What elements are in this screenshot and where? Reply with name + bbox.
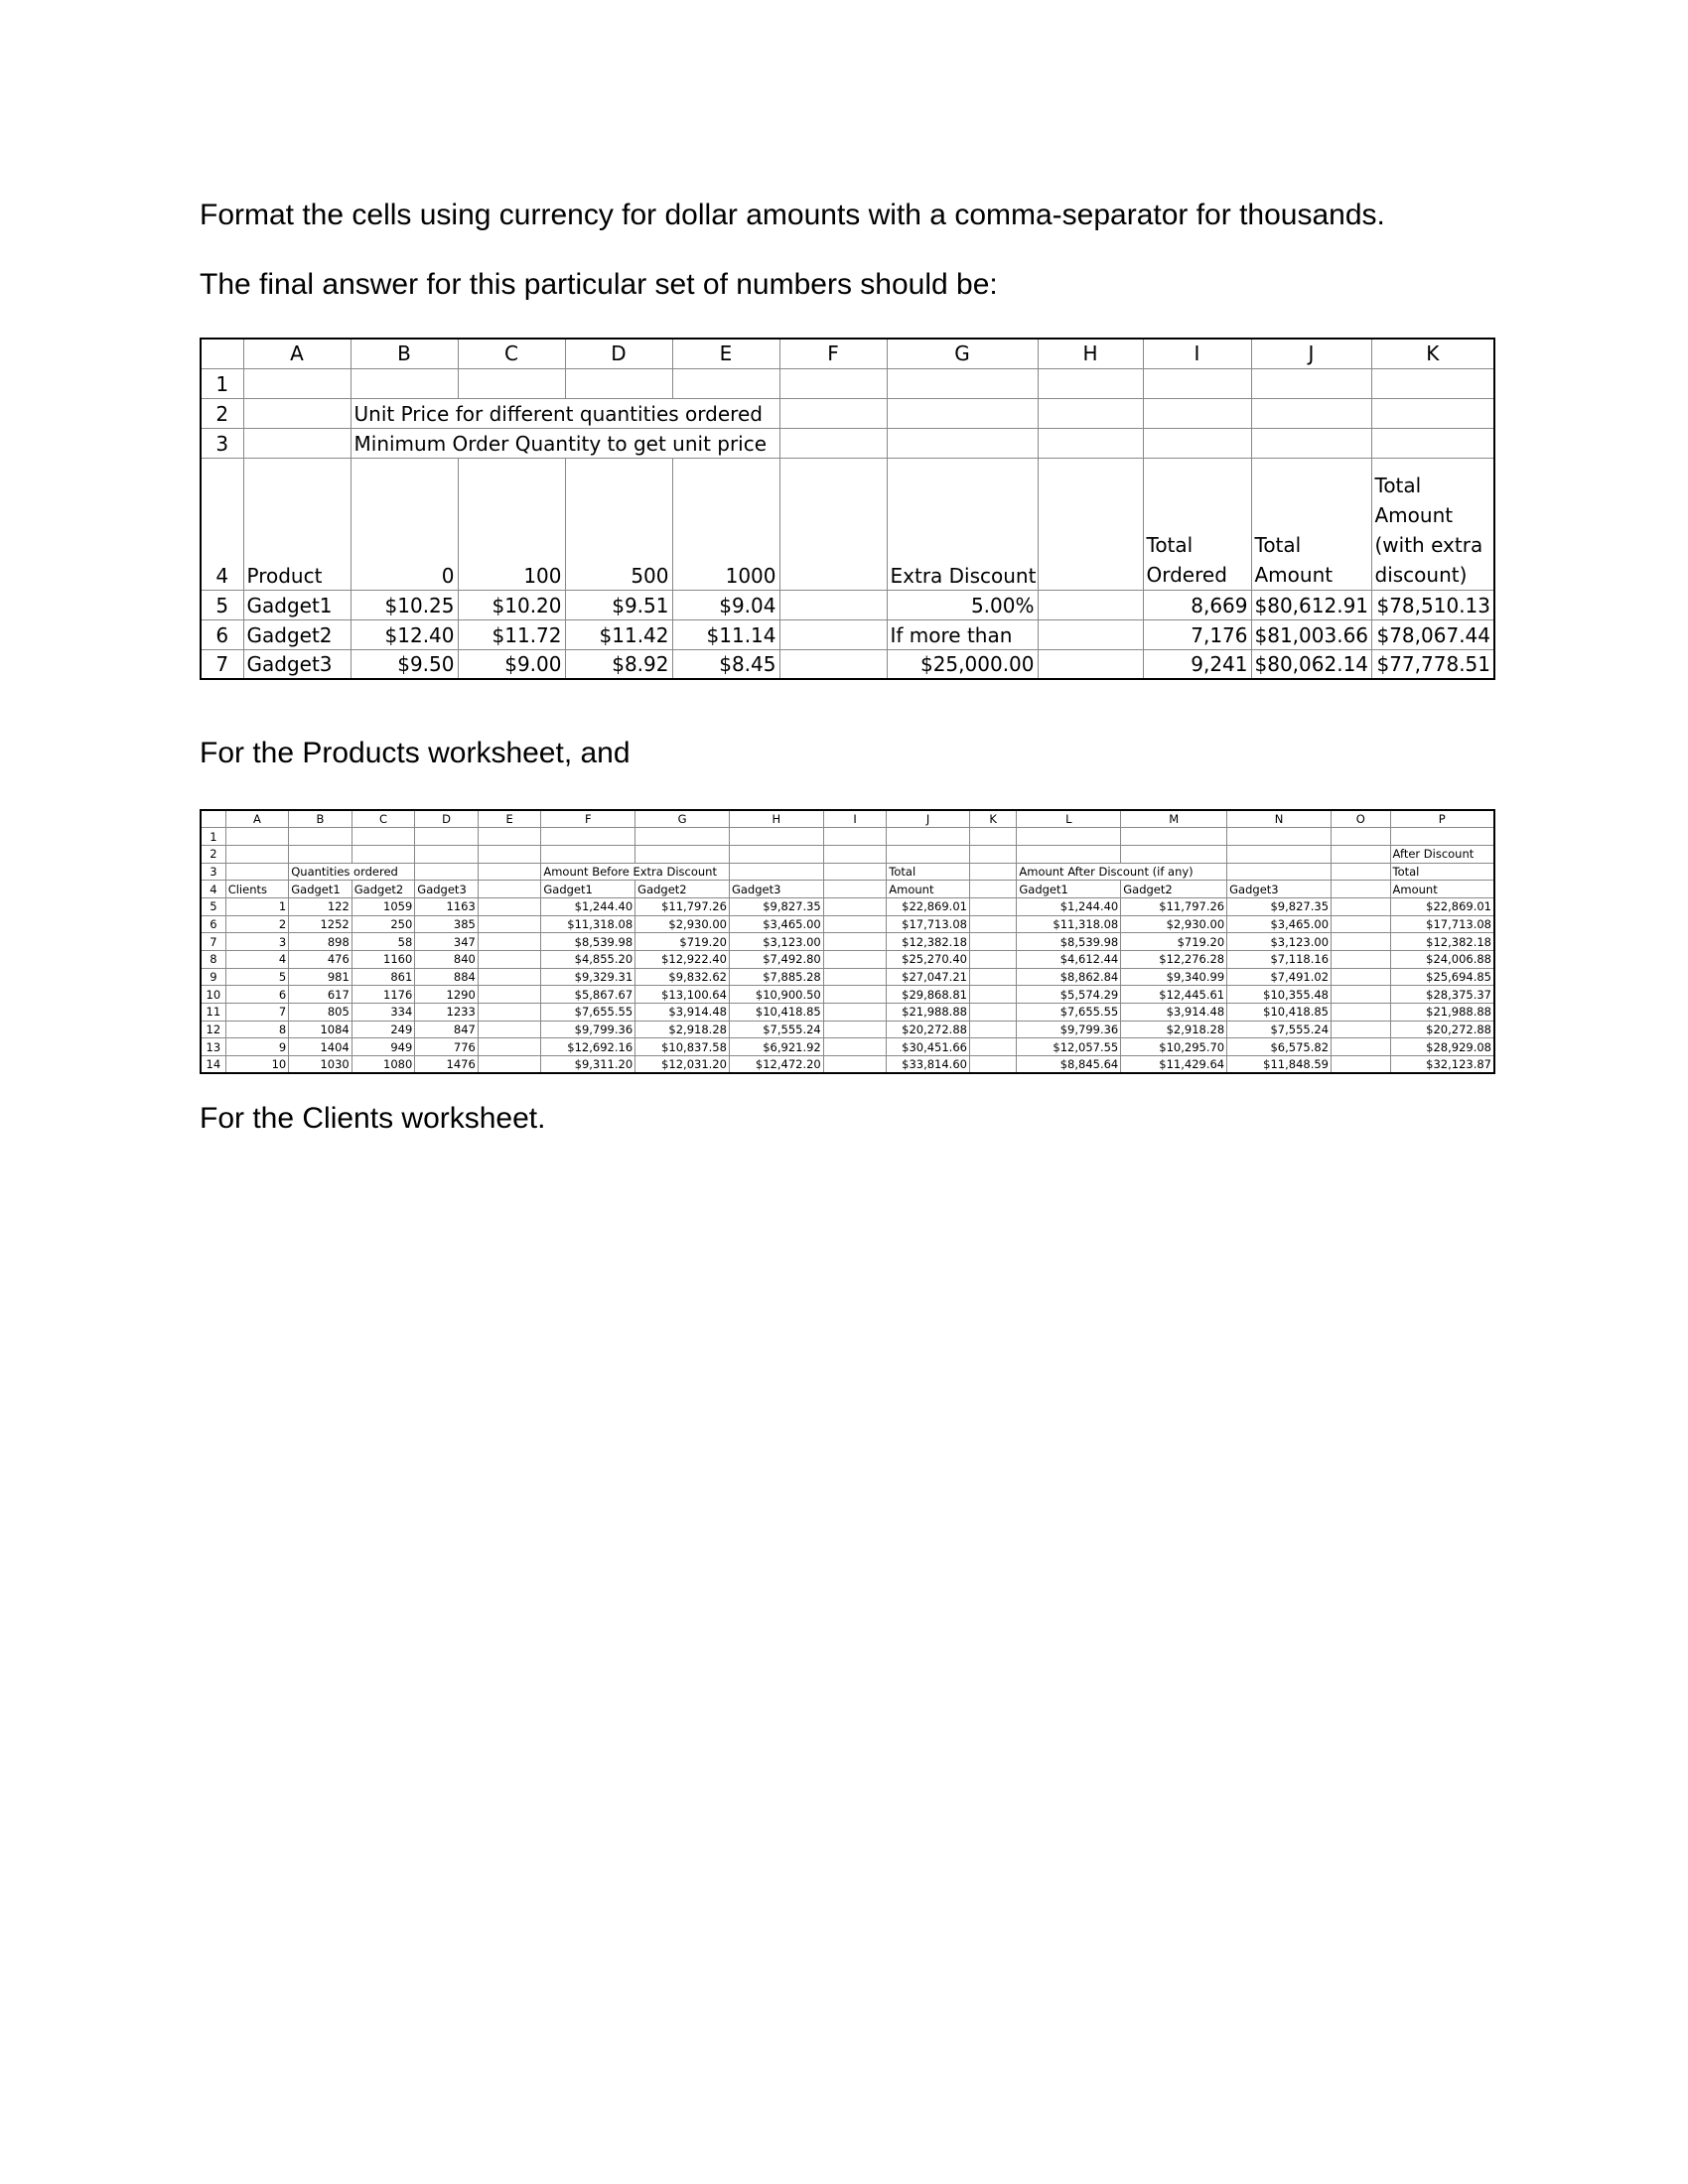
client-cell: $12,472.20 <box>729 1056 823 1074</box>
sheet-row <box>201 458 1494 590</box>
client-cell: $12,445.61 <box>1121 986 1227 1004</box>
client-cell: 5 <box>225 968 289 986</box>
column-header-row <box>201 810 1494 828</box>
column-header: H <box>1038 339 1143 368</box>
unit-price: $10.25 <box>351 590 458 619</box>
quantities-ordered-label: Quantities ordered <box>289 863 415 881</box>
client-cell: $6,921.92 <box>729 1038 823 1056</box>
empty-cell <box>823 968 887 986</box>
empty-cell <box>1332 1021 1391 1038</box>
row-number: 6 <box>201 915 225 933</box>
amount-header: Amount <box>1390 881 1494 898</box>
client-cell: $10,418.85 <box>729 1004 823 1022</box>
client-cell: 2 <box>225 915 289 933</box>
client-row <box>201 897 1494 915</box>
client-cell: $22,869.01 <box>887 897 970 915</box>
empty-cell <box>1332 968 1391 986</box>
unit-price-label: Unit Price for different quantities ordered <box>351 398 779 428</box>
sheet-row <box>201 863 1494 881</box>
product-header: Product <box>243 458 351 590</box>
client-cell: $22,869.01 <box>1390 897 1494 915</box>
unit-price: $9.04 <box>672 590 779 619</box>
column-header: A <box>243 339 351 368</box>
client-cell: 1160 <box>352 951 415 969</box>
column-header: J <box>1251 339 1371 368</box>
client-cell: 122 <box>289 897 352 915</box>
column-header: K <box>969 810 1016 828</box>
client-cell: 898 <box>289 933 352 951</box>
client-cell: $12,382.18 <box>1390 933 1494 951</box>
client-cell: $17,713.08 <box>1390 915 1494 933</box>
total-ordered: 8,669 <box>1143 590 1251 619</box>
empty-cell <box>1332 986 1391 1004</box>
column-header-row <box>201 339 1494 368</box>
column-header: H <box>729 810 823 828</box>
client-cell: $1,244.40 <box>541 897 635 915</box>
corner-cell <box>201 339 243 368</box>
clients-worksheet-table <box>200 809 1495 1074</box>
client-cell: $8,539.98 <box>541 933 635 951</box>
empty-cell <box>1332 897 1391 915</box>
client-cell: 3 <box>225 933 289 951</box>
client-cell: $4,855.20 <box>541 951 635 969</box>
row-number: 7 <box>201 933 225 951</box>
column-header: E <box>672 339 779 368</box>
row-number: 7 <box>201 649 243 679</box>
client-cell: $8,539.98 <box>1017 933 1121 951</box>
client-row <box>201 933 1494 951</box>
client-cell: $28,929.08 <box>1390 1038 1494 1056</box>
product-row <box>201 590 1494 619</box>
empty-cell <box>823 1056 887 1074</box>
product-row <box>201 649 1494 679</box>
unit-price: $11.14 <box>672 619 779 649</box>
column-header: G <box>635 810 730 828</box>
product-row <box>201 619 1494 649</box>
caption-clients-worksheet: For the Clients worksheet. <box>200 1102 546 1135</box>
qty-tier: 1000 <box>672 458 779 590</box>
column-header: P <box>1390 810 1494 828</box>
clients-data-rows <box>201 897 1494 1073</box>
client-cell: $7,118.16 <box>1227 951 1332 969</box>
client-cell: 617 <box>289 986 352 1004</box>
client-cell: $8,845.64 <box>1017 1056 1121 1074</box>
amount-header: Amount <box>887 881 970 898</box>
unit-price: $9.51 <box>565 590 672 619</box>
gadget-header: Gadget2 <box>352 881 415 898</box>
sheet-row <box>201 845 1494 863</box>
client-cell: $17,713.08 <box>887 915 970 933</box>
column-header: K <box>1371 339 1494 368</box>
client-cell: 1 <box>225 897 289 915</box>
column-header: F <box>779 339 887 368</box>
empty-cell <box>478 1056 541 1074</box>
client-cell: 884 <box>415 968 479 986</box>
client-cell: 1080 <box>352 1056 415 1074</box>
empty-cell <box>969 915 1016 933</box>
row-number: 3 <box>201 863 225 881</box>
client-cell: $7,491.02 <box>1227 968 1332 986</box>
total-with-discount-header: Total Amount (with extra discount) <box>1371 458 1494 590</box>
gadget-header: Gadget3 <box>1227 881 1332 898</box>
products-worksheet-table <box>200 338 1495 680</box>
client-cell: $20,272.88 <box>887 1021 970 1038</box>
client-cell: $12,692.16 <box>541 1038 635 1056</box>
row-number: 14 <box>201 1056 225 1074</box>
gadget-header: Gadget3 <box>415 881 479 898</box>
empty-cell <box>478 986 541 1004</box>
row-number: 1 <box>201 828 225 846</box>
column-header: O <box>1332 810 1391 828</box>
client-cell: 58 <box>352 933 415 951</box>
client-cell: $719.20 <box>1121 933 1227 951</box>
client-cell: $3,123.00 <box>729 933 823 951</box>
client-row <box>201 986 1494 1004</box>
unit-price: $10.20 <box>458 590 565 619</box>
client-row <box>201 968 1494 986</box>
gadget-header: Gadget1 <box>541 881 635 898</box>
client-cell: 6 <box>225 986 289 1004</box>
client-cell: $7,492.80 <box>729 951 823 969</box>
sheet-row <box>201 368 1494 398</box>
row-number: 5 <box>201 897 225 915</box>
empty-cell <box>823 951 887 969</box>
empty-cell <box>969 1038 1016 1056</box>
client-cell: $5,574.29 <box>1017 986 1121 1004</box>
qty-tier: 500 <box>565 458 672 590</box>
gadget-header: Gadget2 <box>635 881 730 898</box>
client-cell: 981 <box>289 968 352 986</box>
amount-before-discount-label: Amount Before Extra Discount <box>541 863 730 881</box>
client-cell: $11,797.26 <box>635 897 730 915</box>
client-cell: $7,885.28 <box>729 968 823 986</box>
total-with-discount: $78,067.44 <box>1371 619 1494 649</box>
client-cell: 249 <box>352 1021 415 1038</box>
unit-price: $12.40 <box>351 619 458 649</box>
extra-discount-condition: If more than <box>887 619 1038 649</box>
row-number: 4 <box>201 458 243 590</box>
client-cell: $10,837.58 <box>635 1038 730 1056</box>
client-cell: $29,868.81 <box>887 986 970 1004</box>
column-header: N <box>1227 810 1332 828</box>
empty-cell <box>969 951 1016 969</box>
empty-cell <box>478 968 541 986</box>
client-cell: $9,311.20 <box>541 1056 635 1074</box>
empty-cell <box>478 915 541 933</box>
client-cell: $25,694.85 <box>1390 968 1494 986</box>
amount-after-discount-label: Amount After Discount (if any) <box>1017 863 1227 881</box>
instruction-format: Format the cells using currency for dollar amounts with a comma-separator for thousands. <box>200 199 1385 231</box>
client-cell: 1030 <box>289 1056 352 1074</box>
product-name: Gadget3 <box>243 649 351 679</box>
client-cell: $13,100.64 <box>635 986 730 1004</box>
client-cell: $27,047.21 <box>887 968 970 986</box>
empty-cell <box>478 1004 541 1022</box>
row-number: 4 <box>201 881 225 898</box>
unit-price: $9.00 <box>458 649 565 679</box>
client-cell: $12,031.20 <box>635 1056 730 1074</box>
empty-cell <box>969 933 1016 951</box>
min-order-label: Minimum Order Quantity to get unit price <box>351 428 779 458</box>
corner-cell <box>201 810 225 828</box>
client-cell: $33,814.60 <box>887 1056 970 1074</box>
empty-cell <box>969 1021 1016 1038</box>
column-header: D <box>415 810 479 828</box>
client-cell: $21,988.88 <box>1390 1004 1494 1022</box>
product-name: Gadget1 <box>243 590 351 619</box>
column-header: B <box>351 339 458 368</box>
client-cell: $9,340.99 <box>1121 968 1227 986</box>
column-header: M <box>1121 810 1227 828</box>
extra-discount-threshold: $25,000.00 <box>887 649 1038 679</box>
client-cell: 847 <box>415 1021 479 1038</box>
empty-cell <box>1332 1038 1391 1056</box>
client-cell: $32,123.87 <box>1390 1056 1494 1074</box>
unit-price: $8.45 <box>672 649 779 679</box>
client-cell: $10,355.48 <box>1227 986 1332 1004</box>
client-cell: 949 <box>352 1038 415 1056</box>
empty-cell <box>478 951 541 969</box>
client-row <box>201 951 1494 969</box>
client-cell: $21,988.88 <box>887 1004 970 1022</box>
client-cell: $6,575.82 <box>1227 1038 1332 1056</box>
total-ordered: 7,176 <box>1143 619 1251 649</box>
client-cell: $3,914.48 <box>1121 1004 1227 1022</box>
empty-cell <box>823 897 887 915</box>
extra-discount-rate: 5.00% <box>887 590 1038 619</box>
empty-cell <box>1332 951 1391 969</box>
total-label: Total <box>1390 863 1494 881</box>
sheet-row <box>201 828 1494 846</box>
client-cell: $8,862.84 <box>1017 968 1121 986</box>
client-cell: 1059 <box>352 897 415 915</box>
client-cell: 1252 <box>289 915 352 933</box>
column-header: D <box>565 339 672 368</box>
empty-cell <box>478 933 541 951</box>
client-cell: 1404 <box>289 1038 352 1056</box>
column-header: C <box>352 810 415 828</box>
client-cell: $4,612.44 <box>1017 951 1121 969</box>
client-cell: $11,318.08 <box>1017 915 1121 933</box>
row-number: 10 <box>201 986 225 1004</box>
client-cell: $9,799.36 <box>541 1021 635 1038</box>
unit-price: $11.72 <box>458 619 565 649</box>
empty-cell <box>969 986 1016 1004</box>
row-number: 1 <box>201 368 243 398</box>
total-ordered-header: Total Ordered <box>1143 458 1251 590</box>
row-number: 9 <box>201 968 225 986</box>
client-cell: $3,914.48 <box>635 1004 730 1022</box>
qty-tier: 0 <box>351 458 458 590</box>
client-row <box>201 1004 1494 1022</box>
unit-price: $8.92 <box>565 649 672 679</box>
qty-tier: 100 <box>458 458 565 590</box>
client-cell: $11,848.59 <box>1227 1056 1332 1074</box>
empty-cell <box>823 1038 887 1056</box>
total-ordered: 9,241 <box>1143 649 1251 679</box>
client-cell: 250 <box>352 915 415 933</box>
client-cell: $10,295.70 <box>1121 1038 1227 1056</box>
column-header: F <box>541 810 635 828</box>
column-header: E <box>478 810 541 828</box>
client-cell: 861 <box>352 968 415 986</box>
row-number: 11 <box>201 1004 225 1022</box>
empty-cell <box>823 915 887 933</box>
client-cell: $7,555.24 <box>729 1021 823 1038</box>
row-number: 6 <box>201 619 243 649</box>
client-cell: 9 <box>225 1038 289 1056</box>
client-cell: $20,272.88 <box>1390 1021 1494 1038</box>
caption-products-worksheet: For the Products worksheet, and <box>200 737 631 769</box>
client-cell: $12,057.55 <box>1017 1038 1121 1056</box>
empty-cell <box>1332 1056 1391 1074</box>
empty-cell <box>823 986 887 1004</box>
extra-discount-header: Extra Discount <box>887 458 1038 590</box>
empty-cell <box>969 897 1016 915</box>
client-cell: $3,123.00 <box>1227 933 1332 951</box>
client-row <box>201 915 1494 933</box>
client-cell: $5,867.67 <box>541 986 635 1004</box>
client-cell: $10,418.85 <box>1227 1004 1332 1022</box>
client-cell: 1233 <box>415 1004 479 1022</box>
client-cell: $9,832.62 <box>635 968 730 986</box>
client-cell: $7,555.24 <box>1227 1021 1332 1038</box>
total-with-discount: $77,778.51 <box>1371 649 1494 679</box>
gadget-header: Gadget3 <box>729 881 823 898</box>
client-cell: 347 <box>415 933 479 951</box>
column-header: I <box>1143 339 1251 368</box>
row-number: 2 <box>201 845 225 863</box>
client-row <box>201 1021 1494 1038</box>
client-cell: $12,922.40 <box>635 951 730 969</box>
total-with-discount: $78,510.13 <box>1371 590 1494 619</box>
client-cell: $2,930.00 <box>1121 915 1227 933</box>
column-header: I <box>823 810 887 828</box>
empty-cell <box>1332 933 1391 951</box>
empty-cell <box>478 897 541 915</box>
gadget-header: Gadget1 <box>1017 881 1121 898</box>
client-row <box>201 1056 1494 1074</box>
clients-header: Clients <box>225 881 289 898</box>
client-cell: $24,006.88 <box>1390 951 1494 969</box>
client-cell: 476 <box>289 951 352 969</box>
column-header: G <box>887 339 1038 368</box>
client-cell: $719.20 <box>635 933 730 951</box>
column-header: L <box>1017 810 1121 828</box>
client-cell: 1176 <box>352 986 415 1004</box>
client-cell: $25,270.40 <box>887 951 970 969</box>
after-discount-label: After Discount <box>1390 845 1494 863</box>
client-cell: $2,918.28 <box>635 1021 730 1038</box>
client-cell: 1084 <box>289 1021 352 1038</box>
client-cell: 334 <box>352 1004 415 1022</box>
column-header: J <box>887 810 970 828</box>
client-cell: 776 <box>415 1038 479 1056</box>
row-number: 2 <box>201 398 243 428</box>
client-cell: 7 <box>225 1004 289 1022</box>
total-amount: $80,062.14 <box>1251 649 1371 679</box>
client-cell: $7,655.55 <box>1017 1004 1121 1022</box>
client-cell: $9,827.35 <box>1227 897 1332 915</box>
client-cell: $7,655.55 <box>541 1004 635 1022</box>
client-cell: 1290 <box>415 986 479 1004</box>
total-amount-header: Total Amount <box>1251 458 1371 590</box>
empty-cell <box>823 933 887 951</box>
product-name: Gadget2 <box>243 619 351 649</box>
instruction-final-answer: The final answer for this particular set of numbers should be: <box>200 268 998 301</box>
client-cell: $2,930.00 <box>635 915 730 933</box>
client-cell: 840 <box>415 951 479 969</box>
total-amount: $80,612.91 <box>1251 590 1371 619</box>
empty-cell <box>478 1021 541 1038</box>
client-cell: $12,382.18 <box>887 933 970 951</box>
column-header: B <box>289 810 352 828</box>
client-cell: $10,900.50 <box>729 986 823 1004</box>
total-amount: $81,003.66 <box>1251 619 1371 649</box>
client-cell: 1163 <box>415 897 479 915</box>
empty-cell <box>969 1056 1016 1074</box>
row-number: 13 <box>201 1038 225 1056</box>
client-cell: $9,827.35 <box>729 897 823 915</box>
client-cell: $3,465.00 <box>1227 915 1332 933</box>
gadget-header: Gadget1 <box>289 881 352 898</box>
client-cell: $11,318.08 <box>541 915 635 933</box>
client-row <box>201 1038 1494 1056</box>
empty-cell <box>969 968 1016 986</box>
empty-cell <box>1332 915 1391 933</box>
client-cell: $1,244.40 <box>1017 897 1121 915</box>
sheet-row <box>201 428 1494 458</box>
column-header: A <box>225 810 289 828</box>
unit-price: $11.42 <box>565 619 672 649</box>
client-cell: $9,799.36 <box>1017 1021 1121 1038</box>
empty-cell <box>1332 1004 1391 1022</box>
empty-cell <box>823 1021 887 1038</box>
empty-cell <box>478 1038 541 1056</box>
client-cell: 805 <box>289 1004 352 1022</box>
client-cell: 8 <box>225 1021 289 1038</box>
client-cell: $12,276.28 <box>1121 951 1227 969</box>
row-number: 8 <box>201 951 225 969</box>
column-header: C <box>458 339 565 368</box>
row-number: 12 <box>201 1021 225 1038</box>
unit-price: $9.50 <box>351 649 458 679</box>
sheet-row <box>201 398 1494 428</box>
client-cell: $9,329.31 <box>541 968 635 986</box>
total-label: Total <box>887 863 970 881</box>
gadget-header: Gadget2 <box>1121 881 1227 898</box>
sheet-row <box>201 881 1494 898</box>
empty-cell <box>969 1004 1016 1022</box>
client-cell: $2,918.28 <box>1121 1021 1227 1038</box>
empty-cell <box>823 1004 887 1022</box>
row-number: 3 <box>201 428 243 458</box>
client-cell: 10 <box>225 1056 289 1074</box>
client-cell: $28,375.37 <box>1390 986 1494 1004</box>
client-cell: $11,797.26 <box>1121 897 1227 915</box>
row-number: 5 <box>201 590 243 619</box>
client-cell: $11,429.64 <box>1121 1056 1227 1074</box>
client-cell: 4 <box>225 951 289 969</box>
client-cell: 385 <box>415 915 479 933</box>
client-cell: $3,465.00 <box>729 915 823 933</box>
client-cell: $30,451.66 <box>887 1038 970 1056</box>
client-cell: 1476 <box>415 1056 479 1074</box>
